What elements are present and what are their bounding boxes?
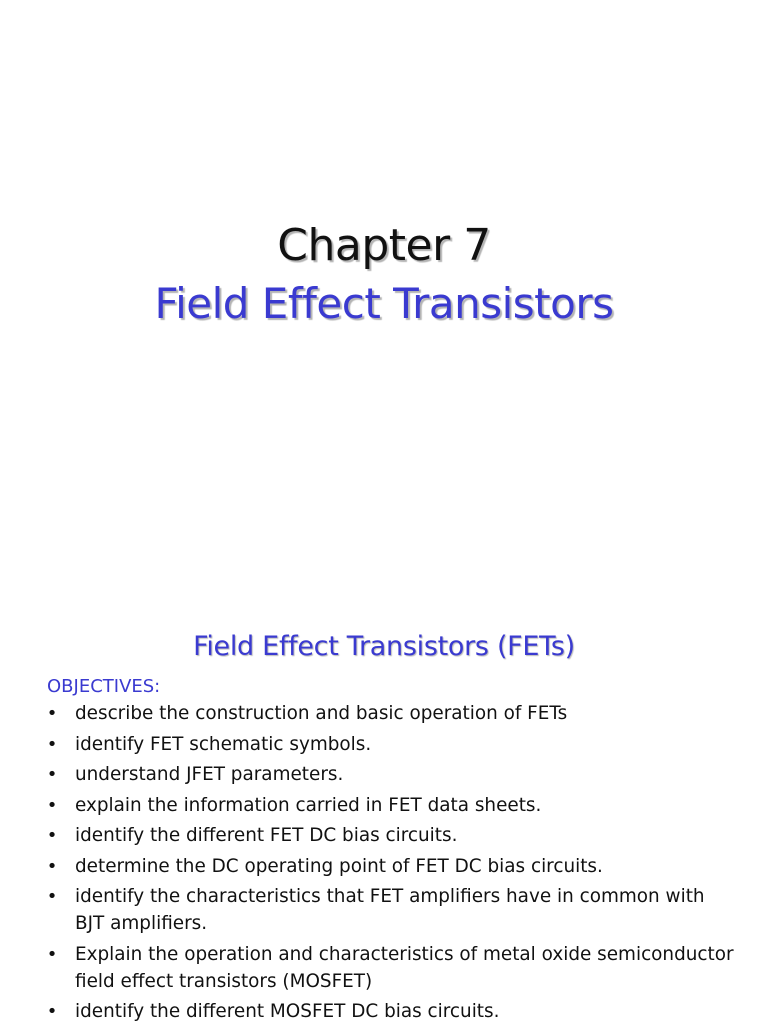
list-item [0,731,768,758]
objective-text: identify the different MOSFET DC bias circuits. [75,1001,500,1022]
bullet-dot-icon: • [46,855,58,877]
bullet-dot-icon: • [46,794,58,816]
objectives-slide [0,600,768,1024]
objective-text: understand JFET parameters. [75,764,344,785]
bullet-dot-icon: • [46,764,58,785]
list-item [0,822,768,849]
objective-text: determine the DC operating point of FET DC bias circuits. [75,855,603,877]
chapter-title: Field Effect Transistors [154,279,614,328]
objective-text: Explain the operation and characteristics of metal oxide semiconductor field effect transistors (MOSFET) [75,943,734,992]
objective-text: identify the characteristics that FET amplifiers have in common with BJT amplifiers. [75,886,705,934]
objective-text: explain the information carried in FET data sheets. [75,794,542,816]
bullet-dot-icon: • [46,703,58,724]
bullet-dot-icon: • [46,943,58,965]
bullet-dot-icon: • [46,733,58,755]
objective-text: identify the different FET DC bias circuits. [75,825,458,846]
objective-text: identify FET schematic symbols. [75,733,372,755]
list-item [0,700,768,727]
chapter-label: Chapter 7 [277,220,491,271]
section-heading: Field Effect Transistors (FETs) [193,631,575,662]
objective-text: describe the construction and basic operation of FETs [75,703,568,724]
bullet-dot-icon: • [46,825,58,846]
objectives-label: OBJECTIVES: [47,676,161,697]
list-item [0,792,768,819]
list-item [0,941,768,995]
list-item [0,998,768,1025]
bullet-dot-icon: • [46,886,58,907]
list-item [0,761,768,788]
objectives-list [0,700,768,1029]
list-item [0,883,768,937]
list-item [0,853,768,880]
bullet-dot-icon: • [46,1001,58,1022]
